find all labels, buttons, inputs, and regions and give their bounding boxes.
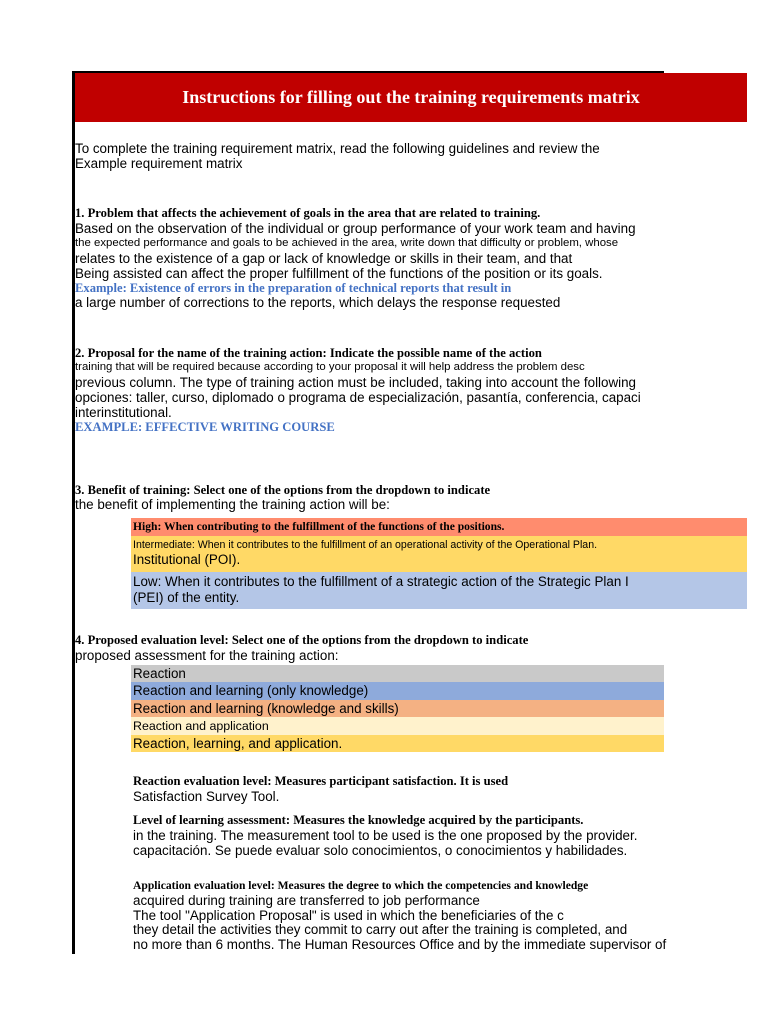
benefit-low-label: Low: When it contributes to the fulfillment of a strategic action of the Strategic Plan I [133,574,629,589]
evaluation-option-label: Reaction, learning, and application. [133,736,343,751]
intro-line-2: Example requirement matrix [75,156,243,171]
evaluation-option-reaction-learning-skills[interactable] [131,700,664,717]
section1-example: Example: Existence of errors in the preparation of technical reports that result in [75,281,512,295]
benefit-intermediate-label: Intermediate: When it contributes to the fulfillment of an operational activity of the Operational Plan. [133,539,598,551]
page-title: Instructions for filling out the training requirements matrix [182,87,640,107]
section4-line: proposed assessment for the training action: [75,648,339,663]
section1-line: Based on the observation of the individual or group performance of your work team and having [75,221,636,236]
evaluation-option-label: Reaction and application [133,719,269,733]
benefit-intermediate-cell[interactable] [131,536,747,572]
benefit-low-label-2: (PEI) of the entity. [133,590,240,605]
reaction-level-line: Satisfaction Survey Tool. [133,789,280,804]
evaluation-option-reaction-application[interactable] [131,717,664,735]
evaluation-option-label: Reaction and learning (knowledge and skills) [133,701,399,716]
evaluation-option-reaction-learning-knowledge[interactable] [131,682,664,700]
section3-heading: 3. Benefit of training: Select one of the options from the dropdown to indicate [75,483,491,497]
evaluation-option-reaction[interactable] [131,665,664,682]
learning-level-line: capacitación. Se puede evaluar solo conocimientos, o conocimientos y habilidades. [133,843,628,858]
section4-heading: 4. Proposed evaluation level: Select one of the options from the dropdown to indicate [75,633,529,647]
learning-level-heading: Level of learning assessment: Measures the knowledge acquired by the participants. [133,813,584,827]
reaction-level-heading: Reaction evaluation level: Measures participant satisfaction. It is used [133,774,509,788]
section2-line: previous column. The type of training action must be included, taking into account the following [75,375,637,390]
application-level-line: they detail the activities they commit to carry out after the training is completed, and [133,922,628,937]
application-level-line: The tool "Application Proposal" is used in which the beneficiaries of the c [133,908,564,923]
section2-line: opciones: taller, curso, diplomado o programa de especialización, pasantía, conferencia, capaci [75,390,641,405]
section2-example: EXAMPLE: EFFECTIVE WRITING COURSE [75,420,335,434]
evaluation-option-label: Reaction [133,666,186,681]
evaluation-option-label: Reaction and learning (only knowledge) [133,683,369,698]
section2-line: interinstitutional. [75,405,172,420]
section2-heading: 2. Proposal for the name of the training action: Indicate the possible name of the action [75,346,542,360]
benefit-intermediate-label-2: Institutional (POI). [133,552,241,567]
benefit-low-cell[interactable] [131,572,747,609]
benefit-high-label: High: When contributing to the fulfillment of the functions of the positions. [133,520,505,533]
intro-line-1: To complete the training requirement matrix, read the following guidelines and review the [75,141,600,156]
section2-line: training that will be required because according to your proposal it will help address the problem desc [75,361,585,373]
section3-line: the benefit of implementing the training action will be: [75,497,390,512]
application-level-line: acquired during training are transferred to job performance [133,893,480,908]
section1-line: Being assisted can affect the proper fulfillment of the functions of the position or its goals. [75,266,603,281]
learning-level-line: in the training. The measurement tool to be used is the one proposed by the provider. [133,828,638,843]
benefit-high-cell[interactable] [131,518,747,536]
section1-example-tail: a large number of corrections to the reports, which delays the response requested [75,295,561,310]
evaluation-option-reaction-learning-application[interactable] [131,735,664,752]
sheet-border-left [72,72,75,954]
section1-heading: 1. Problem that affects the achievement of goals in the area that are related to training. [75,206,541,220]
application-level-heading: Application evaluation level: Measures the degree to which the competencies and knowledge [133,879,589,892]
section1-line: the expected performance and goals to be achieved in the area, write down that difficulty or problem, whose [75,237,619,249]
section1-line: relates to the existence of a gap or lack of knowledge or skills in their team, and that [75,251,573,266]
title-banner [75,73,747,122]
application-level-line: no more than 6 months. The Human Resources Office and by the immediate supervisor of [133,937,667,952]
